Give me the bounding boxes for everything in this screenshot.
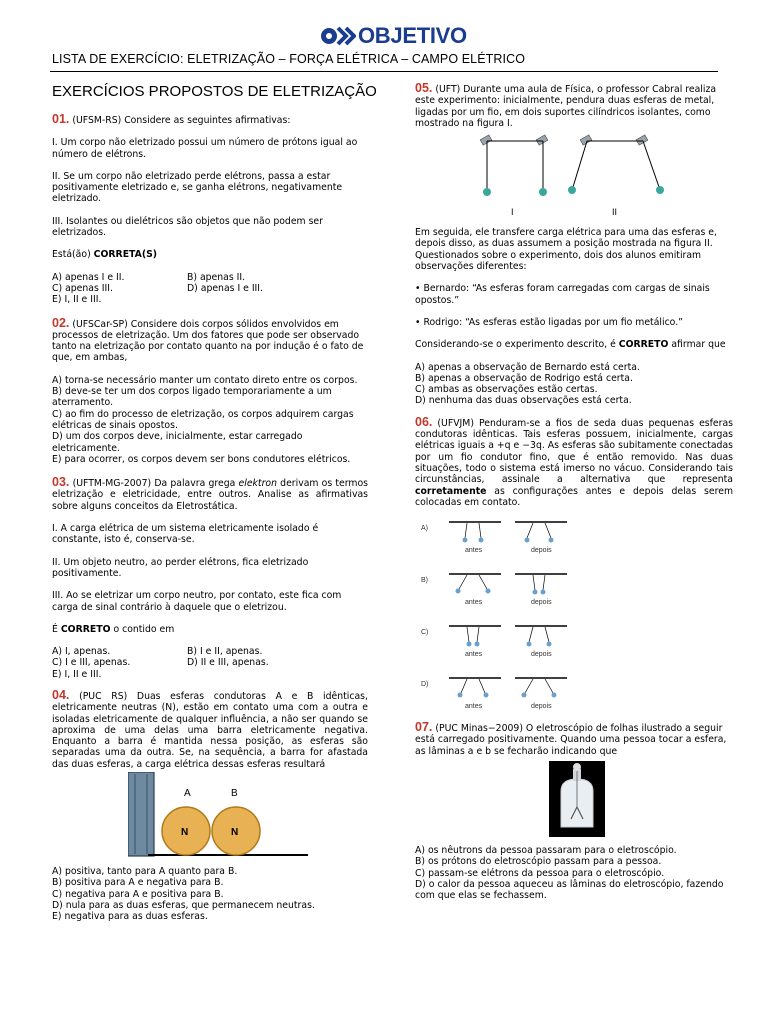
sphere-b-label: N	[231, 827, 239, 839]
figure-label-i: I	[511, 207, 514, 218]
option-b: B) positiva para A e negativa para B.	[52, 877, 224, 889]
option-a: A) torna-se necessário manter um contato direto entre os corpos.	[52, 374, 358, 386]
label-a: A	[184, 788, 191, 800]
label-depois: depois	[531, 651, 552, 659]
question-prompt-cont: afirmar que	[668, 339, 726, 351]
question-prompt-emphasis: CORRETA(S)	[93, 249, 158, 261]
question-source-cont: as configurações antes e depois delas serem colocadas em contato.	[415, 485, 733, 508]
option-c: C) I e III, apenas.	[52, 657, 131, 669]
figure-option-b: B)	[421, 577, 428, 585]
option-b-figure	[421, 574, 567, 606]
option-a-figure	[421, 522, 567, 554]
answer-options	[52, 272, 368, 306]
question-04	[52, 687, 368, 923]
answer-options	[415, 845, 733, 901]
figure-ii	[568, 135, 664, 217]
observation-bernardo: • Bernardo: “As esferas foram carregadas com cargas de sinais opostos.”	[415, 283, 710, 306]
figure-label-ii: II	[612, 207, 618, 218]
spheres-figure	[128, 772, 368, 862]
option-e: E) negativa para as duas esferas.	[52, 911, 208, 923]
statement-i: I. Um corpo não eletrizado possui um número de prótons igual ao número de elétrons.	[52, 137, 358, 160]
question-number: 04.	[52, 687, 70, 702]
label-antes: antes	[465, 703, 483, 711]
option-a: A) positiva, tanto para A quanto para B.	[52, 866, 238, 878]
question-prompt-emphasis: CORRETO	[618, 339, 669, 351]
option-b: B) deve-se ter um dos corpos ligado temporariamente a um aterramento.	[52, 386, 332, 409]
option-d-figure	[421, 678, 567, 710]
question-prompt: É	[52, 623, 61, 635]
right-column	[415, 83, 733, 902]
option-c: C) passam-se elétrons da pessoa para o eletroscópio.	[415, 867, 665, 879]
objetivo-logo	[320, 22, 500, 50]
question-source: (UFSCar-SP) Considere dois corpos sólidos envolvidos em processos de eletrização. Um dos fatores que pode ser observado tanto na eletrização por contato quanto na por indução é o fato de que, em ambas,	[52, 318, 364, 364]
option-a: A) apenas I e II.	[52, 271, 125, 283]
sphere-a-label: N	[181, 827, 189, 839]
answer-options	[52, 646, 368, 680]
option-d: D) II e III, apenas.	[187, 657, 269, 669]
question-07	[415, 722, 733, 901]
pendulum-figure	[467, 131, 687, 221]
spheres-options-figure	[419, 518, 639, 718]
question-source-cont: derivam os termos eletrização e eletricidade, entre outros. Analise as afirmativas sobre alguns conceitos da Eletrostática.	[52, 478, 368, 512]
question-02	[52, 315, 368, 466]
option-b: B) apenas II.	[187, 271, 246, 283]
question-prompt-cont: o contido em	[110, 623, 175, 635]
option-b: B) os prótons do eletroscópio passam para a pessoa.	[415, 856, 662, 868]
option-a: A) apenas a observação de Bernardo está certa.	[415, 361, 640, 373]
question-source: (UFTM-MG-2007) Da palavra grega	[72, 478, 239, 490]
option-c: C) apenas III.	[52, 282, 113, 294]
question-05	[415, 83, 733, 407]
answer-options	[52, 375, 368, 465]
electroscope-figure	[549, 761, 605, 837]
statement-ii: II. Se um corpo não eletrizado perde elétrons, passa a estar positivamente eletrizado e, se ganha elétrons, negativamente eletrizado.	[52, 170, 343, 205]
header-divider	[50, 71, 718, 72]
option-b: B) apenas a observação de Rodrigo está certa.	[415, 372, 633, 384]
question-source-emphasis: elektron	[238, 478, 277, 490]
option-e: E) I, II e III.	[52, 668, 102, 680]
answer-options	[415, 362, 733, 407]
document-header: LISTA DE EXERCÍCIO: ELETRIZAÇÃO – FORÇA ELÉTRICA – CAMPO ELÉTRICO	[52, 52, 526, 66]
charged-rod	[128, 772, 154, 856]
label-b: B	[231, 788, 238, 800]
option-d: D) nula para as duas esferas, que permanecem neutras.	[52, 899, 315, 911]
section-title: EXERCÍCIOS PROPOSTOS DE ELETRIZAÇÃO	[52, 83, 377, 100]
label-antes: antes	[465, 547, 483, 555]
question-prompt-emphasis: CORRETO	[60, 623, 111, 635]
question-01	[52, 114, 368, 306]
label-antes: antes	[465, 651, 483, 659]
label-depois: depois	[531, 547, 552, 555]
option-b: B) I e II, apenas.	[187, 646, 263, 658]
figure-option-c: C)	[421, 629, 429, 637]
option-d: D) o calor da pessoa aqueceu as lâminas do eletroscópio, fazendo com que elas se fechassem.	[415, 878, 724, 902]
question-paragraph: Em seguida, ele transfere carga elétrica para uma das esferas e, depois disso, as duas assumem a posição mostrada na figura II. Questionados sobre o experimento, dois dos alunos emitiram observações diferentes:	[415, 227, 717, 273]
question-03	[52, 477, 368, 680]
option-a: A) os nêutrons da pessoa passaram para o eletroscópio.	[415, 845, 677, 857]
label-depois: depois	[531, 599, 552, 607]
objetivo-logo-icon	[320, 22, 356, 50]
label-depois: depois	[531, 703, 552, 711]
option-c-figure	[421, 626, 567, 658]
option-d: D) nenhuma das duas observações está certa.	[415, 395, 632, 407]
question-prompt: Considerando-se o experimento descrito, é	[415, 339, 619, 351]
observation-rodrigo: • Rodrigo: “As esferas estão ligadas por um fio metálico.”	[415, 316, 683, 328]
label-antes: antes	[465, 599, 483, 607]
question-source: (PUC RS) Duas esferas condutoras A e B idênticas, eletricamente neutras (N), estão em contato uma com a outra e isoladas eletricamente de qualquer influência, a não ser quando se aproxima de uma delas uma barra eletricamente negativa. Enquanto a barra é mantida nessa posição, as esferas são separadas uma da outra. Se, na sequência, a barra for afastada das duas esferas, a carga elétrica dessas esferas resultará	[52, 690, 368, 770]
logo-text: OBJETIVO	[358, 23, 467, 48]
question-number: 02.	[52, 315, 70, 330]
option-d: D) um dos corpos deve, inicialmente, estar carregado eletricamente.	[52, 431, 303, 454]
question-number: 05.	[415, 81, 433, 95]
question-source: (UFT) Durante uma aula de Física, o professor Cabral realiza este experimento: inicialmente, pendura duas esferas de metal, ligadas por um fio, em dois suportes cilíndricos isolantes, como mostrado na figura I.	[415, 84, 717, 129]
figure-option-a: A)	[421, 525, 428, 533]
option-c: C) ambas as observações estão certas.	[415, 384, 598, 396]
option-d: D) apenas I e III.	[187, 282, 264, 294]
question-number: 07.	[415, 720, 433, 735]
question-source: (UFSM-RS) Considere as seguintes afirmativas:	[72, 115, 291, 126]
statement-iii: III. Ao se eletrizar um corpo neutro, por contato, este fica com carga de sinal contrário à daquele que o eletrizou.	[52, 590, 342, 613]
statement-i: I. A carga elétrica de um sistema eletricamente isolado é constante, isto é, conserva-se.	[52, 523, 319, 546]
figure-i	[480, 135, 548, 217]
statement-iii: III. Isolantes ou dielétricos são objetos que não podem ser eletrizados.	[52, 215, 323, 239]
option-e: E) I, II e III.	[52, 294, 102, 306]
answer-options	[52, 866, 368, 922]
question-prompt: Está(ão)	[52, 249, 94, 261]
option-c: C) ao fim do processo de eletrização, os corpos adquirem cargas elétricas de sinais opostos.	[52, 408, 354, 431]
question-06	[415, 414, 733, 718]
question-source: (UFVJM) Penduram-se a fios de seda duas pequenas esferas condutoras idênticas. Tais esferas possuem, inicialmente, cargas elétricas iguais a +q e −3q. As esferas são subitamente conectadas por um fio condutor fino, que é então removido. Nas duas situações, todo o sistema está imerso no vácuo. Considerando tais circunstâncias, assinale a alternativa que representa	[415, 417, 733, 486]
question-number: 06.	[415, 414, 433, 429]
option-c: C) negativa para A e positiva para B.	[52, 888, 224, 900]
figure-option-d: D)	[421, 681, 429, 689]
statement-ii: II. Um objeto neutro, ao perder elétrons, fica eletrizado positivamente.	[52, 556, 309, 579]
option-a: A) I, apenas.	[52, 646, 111, 658]
question-source: (PUC Minas−2009) O eletroscópio de folhas ilustrado a seguir está carregado positivamente. Quando uma pessoa tocar a esfera, as lâminas a e b se fecharão indicando que	[415, 723, 727, 757]
question-source-emphasis: corretamente	[415, 485, 487, 497]
question-number: 01.	[52, 112, 70, 126]
question-number: 03.	[52, 475, 70, 490]
option-e: E) para ocorrer, os corpos devem ser bons condutores elétricos.	[52, 453, 351, 465]
left-column	[52, 114, 368, 923]
